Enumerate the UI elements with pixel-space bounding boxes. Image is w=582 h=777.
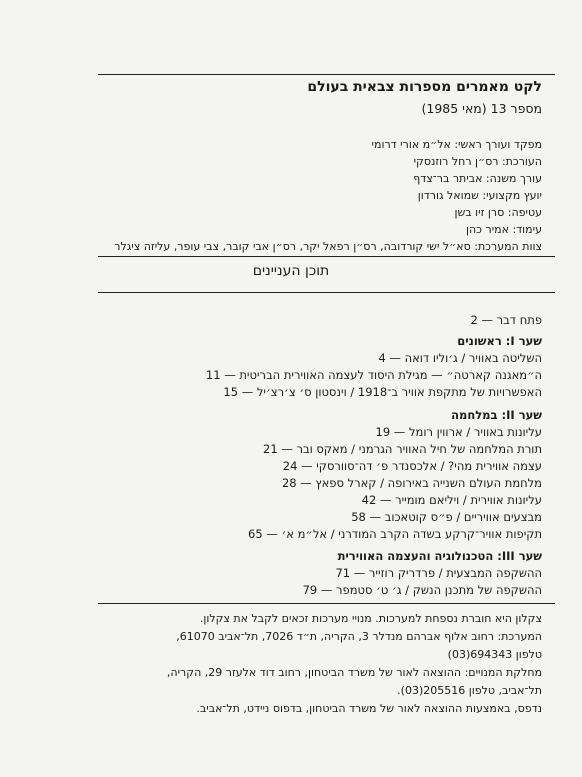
staff-line: יועץ מקצועי: שמואל גורדון <box>417 189 542 202</box>
section-heading: שער I: ראשונים <box>457 334 542 348</box>
toc-item: תקיפות אוויר־קרקע בשדה הקרב המודרני / אל״מ א׳ — 65 <box>248 527 542 541</box>
toc-item: האפשרויות של מתקפת אוויר ב־1918 / וינסטון ס׳ צ׳רצ׳יל — 15 <box>223 385 542 399</box>
footer-line: טלפון 694343(03) <box>447 648 542 661</box>
rule <box>98 256 555 257</box>
section-heading: שער II: במלחמה <box>451 408 542 422</box>
section-heading: שער III: הטכנולוגיה והעצמה האווירית <box>337 549 542 563</box>
toc-item: עליונות באוויר / ארווין רומל — 19 <box>375 425 542 439</box>
toc-item: מלחמת העולם השנייה באירופה / קארל ספאץ — 28 <box>281 476 542 490</box>
footer-line: תל־אביב, טלפון 205516(03). <box>397 684 542 697</box>
staff-line: מפקד ועורך ראשי: אל״מ אורי דרומי <box>371 138 542 151</box>
staff-line: עטיפה: סרן זיו בשן <box>454 206 542 219</box>
toc-item: עצמה אווירית מהי? / אלכסנדר פ׳ דה־סוורסקי — 24 <box>282 459 542 473</box>
staff-line: העורכת: רס״ן רחל רוזנסקי <box>413 155 542 168</box>
footer-line: צקלון היא חוברת נספחת למערכות. מנויי מערכות זכאים לקבל את צקלון. <box>199 612 542 625</box>
top-rule <box>98 74 555 75</box>
toc-item: ההשקפה של מתכנן הנשק / ג׳ ט׳ סטמפר — 79 <box>302 583 542 597</box>
toc-title: תוכן העניינים <box>252 263 330 279</box>
publication-title: לקט מאמרים מספרות צבאית בעולם <box>307 79 542 95</box>
toc-item: ההשקפה המבצעית / פרדריק רוזייר — 71 <box>335 566 542 580</box>
staff-line: צוות המערכת: סא״ל ישי קורדובה, רס״ן רפאל יקר, רס״ן אבי קובר, צבי עופר, עליזה ציגלר <box>114 240 542 253</box>
toc-item: ה״מאגנה קארטה״ — מגילת היסוד לעצמה האווירית הבריטית — 11 <box>205 368 542 382</box>
footer-line: המערכת: רחוב אלוף אברהם מנדלר 3, הקריה, ת״ד 7026, תל־אביב 61070, <box>176 630 542 643</box>
toc-intro: פתח דבר — 2 <box>470 313 542 327</box>
toc-item: תורת המלחמה של חיל האוויר הגרמני / מאקס ובר — 21 <box>263 442 542 456</box>
toc-item: עליונות אווירית / ויליאם מומייר — 42 <box>361 493 542 507</box>
footer-line: מחלקת המנויים: ההוצאה לאור של משרד הביטחון, רחוב דוד אלעזר 29, הקריה, <box>166 666 542 679</box>
rule <box>98 603 555 604</box>
toc-item: מבצעים אוויריים / פ״ס קוטאכוב — 58 <box>351 510 542 524</box>
staff-line: עורך משנה: אביתר בר־צדף <box>413 172 542 185</box>
toc-item: השליטה באוויר / ג׳וליו דואה — 4 <box>378 351 542 365</box>
issue-number: מספר 13 (מאי 1985) <box>421 101 542 116</box>
staff-line: עימוד: אמיר כהן <box>465 223 542 236</box>
footer-line: נדפס, באמצעות ההוצאה לאור של משרד הביטחון, בדפוס ניידט, תל־אביב. <box>196 702 542 715</box>
rule <box>98 292 555 293</box>
